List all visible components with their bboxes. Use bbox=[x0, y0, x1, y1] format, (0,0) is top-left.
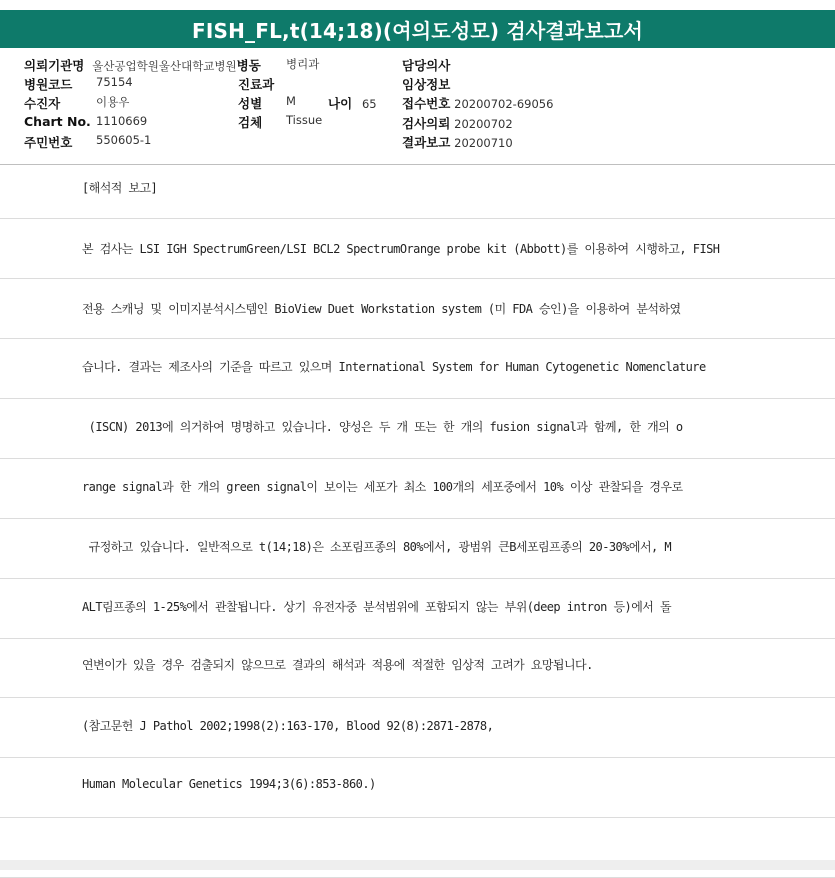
specimen-value-field bbox=[286, 113, 322, 127]
hospital-code-label: 병원코드 bbox=[24, 77, 73, 92]
report-line bbox=[0, 338, 835, 399]
patient-value: 이용우 bbox=[96, 95, 130, 109]
patient-field bbox=[24, 94, 60, 112]
patient-label: 수진자 bbox=[24, 96, 61, 111]
clinical-field bbox=[402, 75, 450, 93]
sex-value: M bbox=[286, 94, 296, 108]
chart-field bbox=[24, 114, 91, 129]
report-line bbox=[0, 398, 835, 459]
report-line-text: (참고문헌 J Pathol 2002;1998(2):163-170, Blood 92(8):2871-2878, bbox=[82, 719, 494, 733]
receipt-value: 20200702-69056 bbox=[454, 97, 554, 111]
report-line-text: 규정하고 있습니다. 일반적으로 t(14;18)은 소포림프종의 80%에서, 광범위 큰B세포림프종의 20-30%에서, M bbox=[82, 540, 672, 554]
patient-value-field bbox=[96, 94, 129, 110]
doctor-label: 담당의사 bbox=[402, 58, 451, 73]
bottom-scroll-area bbox=[0, 860, 835, 870]
report-line bbox=[0, 518, 835, 579]
rrn-label: 주민번호 bbox=[24, 135, 73, 150]
report-title-bar bbox=[0, 10, 835, 48]
report-line-text: ALT림프종의 1-25%에서 관찰됩니다. 상기 유전자중 분석범위에 포함되지 않는 부위(deep intron 등)에서 돌 bbox=[82, 600, 672, 614]
report-line-text: 전용 스캐닝 및 이미지분석시스템인 BioView Duet Workstation system (미 FDA 승인)을 이용하여 분석하였 bbox=[82, 302, 681, 316]
report-line bbox=[0, 278, 835, 339]
rrn-value: 550605-1 bbox=[96, 133, 152, 147]
sex-field bbox=[238, 94, 262, 112]
result-label: 결과보고 bbox=[402, 135, 451, 150]
report-line-text: 습니다. 결과는 제조사의 기준을 따르고 있으며 International System for Human Cytogenetic Nomenclature bbox=[82, 360, 706, 374]
receipt-label: 접수번호 bbox=[402, 96, 451, 111]
report-line bbox=[0, 697, 835, 758]
age-value: 65 bbox=[361, 97, 377, 111]
rrn-value-field bbox=[96, 133, 151, 147]
specimen-field bbox=[238, 113, 262, 131]
doctor-field bbox=[402, 56, 450, 74]
report-line bbox=[0, 160, 835, 219]
report-line-text: 연변이가 있을 경우 검출되지 않으므로 결과의 해석과 적용에 적절한 임상적 고려가 요망됩니다. bbox=[82, 658, 593, 672]
request-label: 검사의뢰 bbox=[402, 116, 451, 131]
result-value: 20200710 bbox=[454, 136, 513, 150]
sex-label: 성별 bbox=[238, 96, 263, 111]
dept-field bbox=[238, 75, 274, 93]
institution-label: 의뢰기관명 bbox=[24, 58, 85, 73]
receipt-field bbox=[402, 94, 553, 112]
report-line bbox=[0, 458, 835, 519]
specimen-value: Tissue bbox=[286, 113, 323, 127]
rrn-field bbox=[24, 133, 72, 151]
report-line bbox=[0, 218, 835, 279]
report-line-text: [해석적 보고] bbox=[82, 181, 158, 195]
chart-value-field bbox=[96, 114, 147, 128]
ward-value: 병리과 bbox=[286, 57, 320, 71]
hospital-code-value-field bbox=[96, 75, 133, 89]
clinical-label: 임상정보 bbox=[402, 77, 451, 92]
report-line-text: range signal과 한 개의 green signal이 보이는 세포가 최소 100개의 세포중에서 10% 이상 관찰되을 경우로 bbox=[82, 480, 683, 494]
specimen-label: 검체 bbox=[238, 115, 263, 130]
ward-value-field bbox=[286, 56, 319, 72]
sex-value-field bbox=[286, 94, 296, 108]
report-line bbox=[0, 757, 835, 818]
patient-info-header bbox=[0, 48, 835, 165]
request-value: 20200702 bbox=[454, 117, 513, 131]
result-field bbox=[402, 133, 513, 151]
hospital-code-field bbox=[24, 75, 72, 93]
age-label: 나이 bbox=[328, 96, 353, 111]
age-field bbox=[328, 94, 377, 112]
ward-label: 병동 bbox=[236, 58, 261, 73]
chart-label: Chart No. bbox=[24, 114, 91, 129]
top-margin bbox=[0, 0, 835, 10]
institution-value: 울산공업학원울산대학교병원 bbox=[92, 59, 237, 73]
report-title: FISH_FL,t(14;18)(여의도성모) 검사결과보고서 bbox=[191, 18, 644, 43]
dept-label: 진료과 bbox=[238, 77, 275, 92]
hospital-code-value: 75154 bbox=[96, 75, 133, 89]
report-line-text: 본 검사는 LSI IGH SpectrumGreen/LSI BCL2 SpectrumOrange probe kit (Abbott)를 이용하여 시행하고, FISH bbox=[82, 242, 720, 256]
report-line bbox=[0, 638, 835, 698]
report-line-text: (ISCN) 2013에 의거하여 명명하고 있습니다. 양성은 두 개 또는 한 개의 fusion signal과 함께, 한 개의 o bbox=[82, 420, 683, 434]
institution-field bbox=[24, 56, 261, 74]
report-line-text: Human Molecular Genetics 1994;3(6):853-860.) bbox=[82, 777, 376, 791]
report-line bbox=[0, 578, 835, 639]
request-field bbox=[402, 114, 513, 132]
chart-value: 1110669 bbox=[96, 114, 148, 128]
